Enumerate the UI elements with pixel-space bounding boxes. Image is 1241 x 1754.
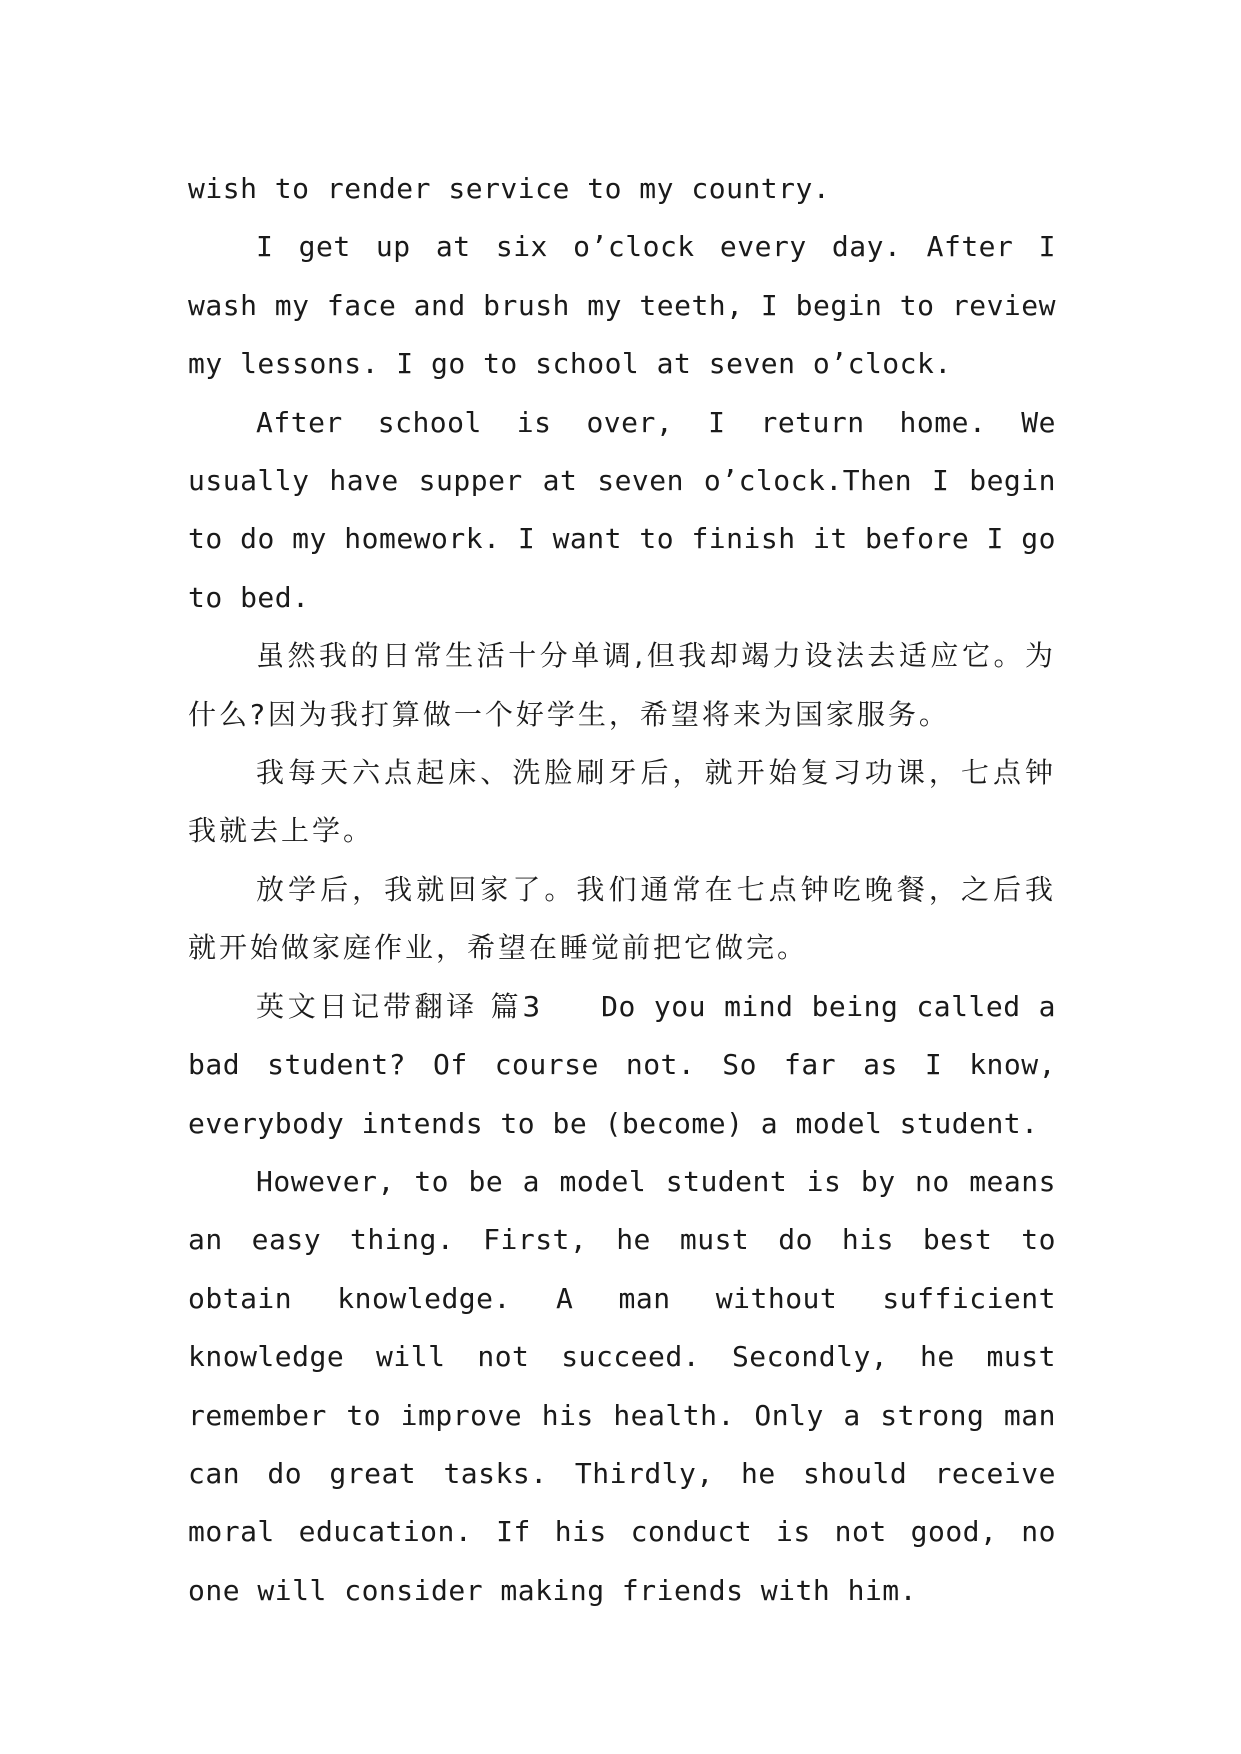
paragraph-continuation: wish to render service to my country. <box>188 172 831 205</box>
paragraph-model-student: However, to be a model student is by no means an easy thing. First, he must do his best to obtain knowledge. A man without sufficient knowledge will not succeed. Secondly, he must remember to improve his health. Only a strong man can do great tasks. Thirdly, he should receive moral education. If his conduct is not good, no one will consider making friends with him. <box>188 1164 1056 1607</box>
paragraph-translation-morning: 我每天六点起床、洗脸刷牙后，就开始复习功课，七点钟我就去上学。 <box>188 756 1056 848</box>
section-opening-text: Do you mind being called a bad student? Of course not. So far as I know, everybody intends to be (become) a model student. <box>188 989 1056 1140</box>
paragraph-after-school: After school is over, I return home. We usually have supper at seven o’clock.Then I begin to do my homework. I want to finish it before I go to bed. <box>188 405 1056 614</box>
paragraph-morning-routine: I get up at six o’clock every day. After I wash my face and brush my teeth, I begin to review my lessons. I go to school at seven o’clock. <box>188 230 1056 381</box>
paragraph-section-3 <box>188 978 1056 1153</box>
paragraph-translation-intro: 虽然我的日常生活十分单调,但我却竭力设法去适应它。为什么?因为我打算做一个好学生，希望将来为国家服务。 <box>188 639 1056 731</box>
text-column <box>188 160 1056 1620</box>
section-heading: 英文日记带翻译 篇3 <box>256 989 544 1023</box>
paragraph-translation-after-school: 放学后，我就回家了。我们通常在七点钟吃晚餐，之后我就开始做家庭作业，希望在睡觉前把它做完。 <box>188 872 1056 965</box>
